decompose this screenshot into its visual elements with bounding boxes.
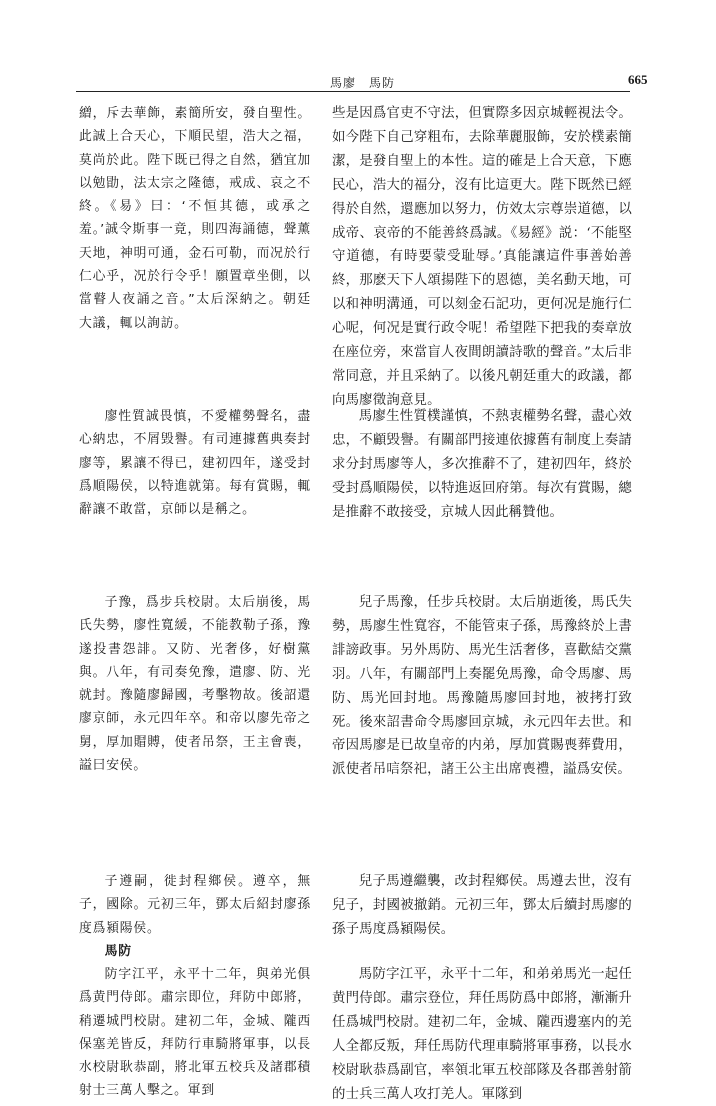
translation-paragraph-1: 些是因爲官吏不守法，但實際多因京城輕視法令。如今陛下自己穿粗布，去除華麗服飾，安於樸素簡潔，是發自聖上的本性。這的確是上合天意，下應民心，浩大的福分，沒有比這更大。陛下既然已經得於自然，還應加以努力，仿效太宗尊崇道德，以成帝、哀帝的不能善終爲誠。《易經》説：‘不能堅守道德，有時要蒙受耻辱。’真能讓這件事善始善終，那麽天下人頌揚陛下的恩德，美名動天地，可以和神明溝通，可以刻金石記功，更何况是施行仁心呢，何况是實行政令呢！希望陛下把我的奏章放在座位旁，來當盲人夜間朗讀詩歌的聲音。”太后非常同意，并且采納了。以後凡朝廷重大的政議，都向馬廖徵詢意見。 (332, 106, 632, 408)
translation-paragraph-3: 兒子馬豫，任步兵校尉。太后崩逝後，馬氏失勢，馬廖生性寬容，不能管束子孫，馬豫終於上書誹謗政事。另外馬防、馬光生活奢侈，喜歡結交黨羽。八年，有關部門上奏罷免馬豫，命令馬廖、馬防、馬光回封地。馬豫隨馬廖回封地，被拷打致死。後來詔書命令馬廖回京城，永元四年去世。和帝因馬廖是已故皇帝的内弟，厚加賞賜喪葬費用，派使者吊唁祭祀，諸王公主出席喪禮，謚爲安侯。 (332, 595, 632, 778)
original-paragraph-1: 繒，斥去華飾，素簡所安，發自聖性。此誠上合天心，下順民望，浩大之福，莫尚於此。陛下既已得之自然，猶宜加以勉勖，法太宗之隆德，戒成、哀之不終。《易》曰：‘不恒其德，或承之羞。’誠令斯事一竟，則四海誦德，聲薰天地，神明可通，金石可勒，而况於行仁心乎，况於行令乎！願置章坐側，以當瞽人夜誦之音。”太后深納之。朝廷大議，輒以詢訪。 (79, 106, 311, 331)
translation-paragraph-2: 馬廖生性質樸謹慎，不熱衷權勢名聲，盡心效忠，不顧毁譽。有關部門接連依據舊有制度上奏請求分封馬廖等人，多次推辭不了，建初四年，終於受封爲順陽侯，以特進返回府第。每次有賞賜，總是推辭不敢接受，京城人因此稱贊他。 (332, 409, 632, 520)
original-paragraph-5: 防字江平，永平十二年，與弟光俱爲黄門侍郎。肅宗即位，拜防中郎將，稍遷城門校尉。建初二年，金城、隴西保塞羌皆反，拜防行車騎將軍事，以長水校尉耿恭副，將北軍五校兵及諸郡積射士三萬人擊之。軍到 (79, 967, 311, 1099)
section-heading-ma-fang: 馬防 (104, 944, 132, 959)
page-number: 665 (628, 72, 648, 87)
header-rule (76, 91, 630, 92)
translation-paragraph-4: 兒子馬遵繼襲，改封程鄉侯。馬遵去世，沒有兒子，封國被撤銷。元初三年，鄧太后續封馬廖的孫子馬度爲潁陽侯。 (332, 874, 632, 937)
original-paragraph-4: 子遵嗣，徙封程鄉侯。遵卒，無子，國除。元初三年，鄧太后紹封廖孫度爲潁陽侯。 (79, 874, 311, 936)
running-title: 馬廖 馬防 (330, 76, 396, 90)
original-paragraph-3: 子豫，爲步兵校尉。太后崩後，馬氏失勢，廖性寬緩，不能教勒子孫，豫遂投書怨誹。又防、光奢侈，好樹黨與。八年，有司奏免豫，遣廖、防、光就封。豫隨廖歸國，考擊物故。後詔還廖京師，永元四年卒。和帝以廖先帝之舅，厚加賵賻，使者吊祭，王主會喪，謚曰安侯。 (79, 595, 311, 774)
original-paragraph-2: 廖性質誠畏慎，不愛權勢聲名，盡心納忠，不屑毁譽。有司連據舊典奏封廖等，累讓不得已，建初四年，遂受封爲順陽侯，以特進就第。每有賞賜，輒辭讓不敢當，京師以是稱之。 (79, 409, 311, 518)
translation-paragraph-5: 馬防字江平，永平十二年，和弟弟馬光一起任黄門侍郎。肅宗登位，拜任馬防爲中郎將，漸漸升任爲城門校尉。建初二年，金城、隴西邊塞内的羌人全都反叛，拜任馬防代理車騎將軍事務，以長水校尉耿恭爲副官，率領北軍五校部隊及各郡善射箭的士兵三萬人攻打羌人。軍隊到 (332, 967, 632, 1102)
